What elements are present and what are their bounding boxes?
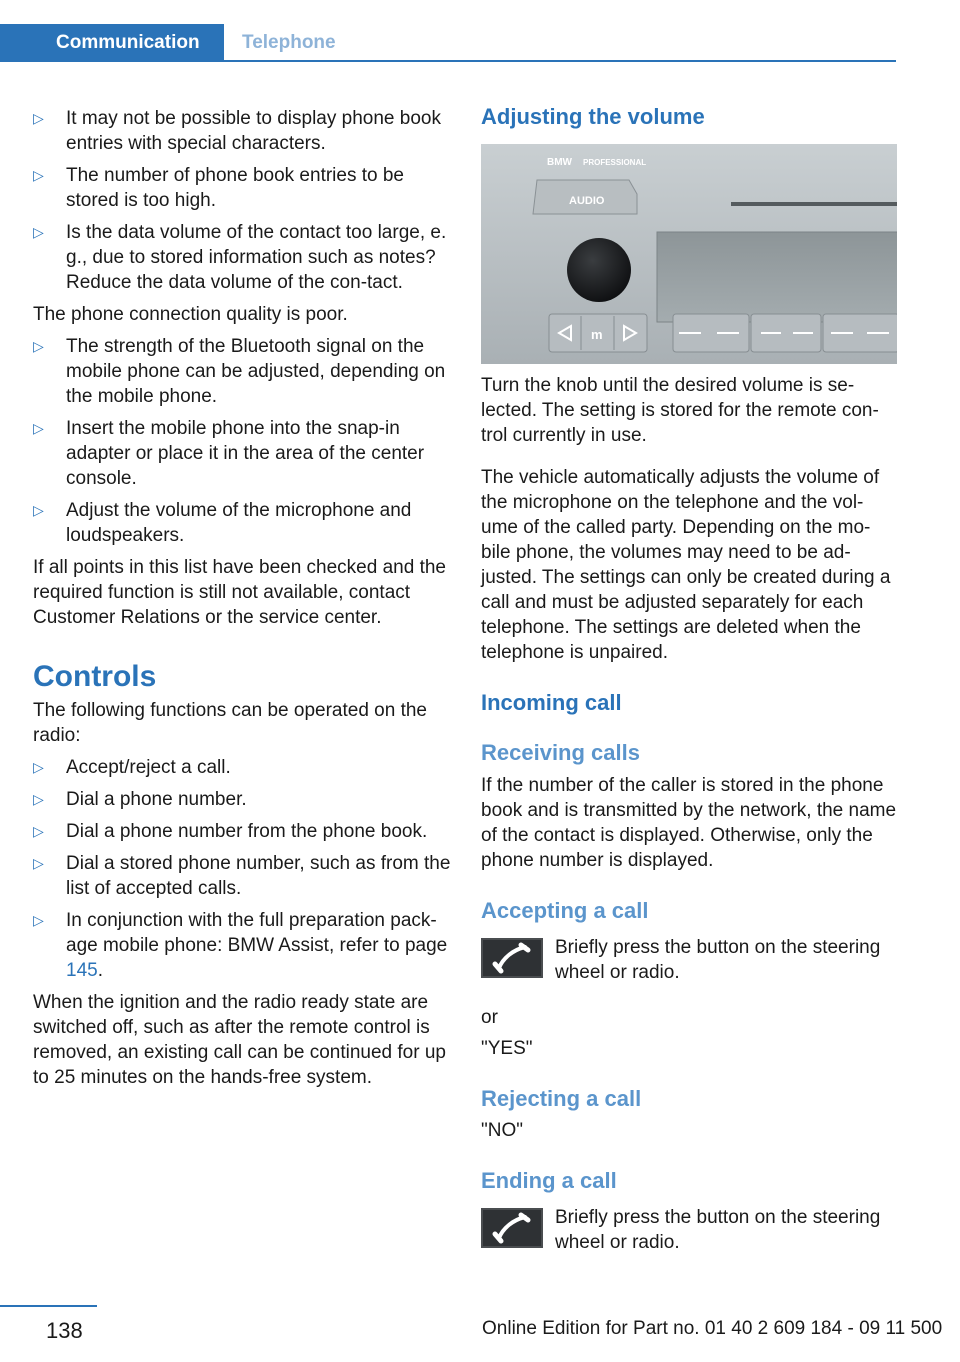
list-item: ▷ Dial a stored phone number, such as from the list of accepted calls. [33, 853, 451, 899]
list-item: ▷ It may not be possible to display phone book entries with special characters. [33, 108, 441, 154]
ending-paragraph: Briefly press the button on the steering wheel or radio. [555, 1207, 881, 1253]
list-item: ▷ The strength of the Bluetooth signal on the mobile phone can be adjusted, depending on the mobile phone. [33, 336, 446, 407]
list-item: ▷ Insert the mobile phone into the snap-in adapter or place it in the area of the center console. [33, 418, 425, 489]
controls-heading: Controls [33, 660, 157, 693]
receiving-calls-heading: Receiving calls [481, 740, 640, 765]
accepting-paragraph: Briefly press the button on the steering wheel or radio. [555, 937, 881, 983]
volume-paragraph-2: The vehicle automatically adjusts the volume of the microphone on the telephone and the vol‐ume of the called party. Depending on the mo‐bile phone, the volumes may need to be ad‐justed. The settings can only be created during a call and must be adjusted separately for each telephone. The settings are deleted when the telephone is unpaired. [481, 467, 891, 663]
yes-command: "YES" [481, 1038, 533, 1059]
controls-list [33, 755, 451, 983]
triangle-bullet-icon: ▷ [33, 420, 44, 436]
list-item: ▷ Dial a phone number. [33, 789, 247, 810]
radio-panel-image [481, 144, 897, 364]
list-item: ▷ In conjunction with the full preparation pack‐age mobile phone: BMW Assist, refer to page 145. [33, 910, 448, 981]
incoming-call-heading: Incoming call [481, 690, 622, 715]
paragraph: The phone connection quality is poor. [33, 304, 348, 325]
page-reference-link[interactable]: 145 [66, 960, 98, 981]
section-tab-communication: Communication [0, 24, 224, 62]
paragraph: When the ignition and the radio ready state are switched off, such as after the remote control is removed, an existing call can be continued for up to 25 minutes on the hands-free system. [33, 992, 446, 1088]
audio-button-label: AUDIO [569, 195, 605, 207]
page-header [0, 24, 896, 62]
triangle-bullet-icon: ▷ [33, 855, 44, 871]
page-number: 138 [46, 1318, 83, 1343]
radio-model-label: PROFESSIONAL [583, 158, 647, 167]
no-command: "NO" [481, 1120, 523, 1141]
left-column [33, 106, 451, 1090]
troubleshoot-list-2 [33, 334, 451, 548]
list-item: ▷ Adjust the volume of the microphone and loudspeakers. [33, 500, 412, 546]
triangle-bullet-icon: ▷ [33, 791, 44, 807]
list-item: ▷ Accept/reject a call. [33, 757, 231, 778]
volume-paragraph-1: Turn the knob until the desired volume is se‐lected. The setting is stored for the remote con‐trol currently in use. [481, 375, 879, 446]
volume-heading: Adjusting the volume [481, 104, 705, 129]
triangle-bullet-icon: ▷ [33, 338, 44, 354]
radio-brand-label: BMW [547, 157, 572, 168]
phone-handset-icon [481, 938, 543, 978]
triangle-bullet-icon: ▷ [33, 823, 44, 839]
rejecting-call-heading: Rejecting a call [481, 1086, 642, 1111]
list-item: ▷ Is the data volume of the contact too large, e. g., due to stored information such as notes? Reduce the data volume of the con‐tact. [33, 222, 447, 293]
triangle-bullet-icon: ▷ [33, 759, 44, 775]
edition-text: Online Edition for Part no. 01 40 2 609 184 - 09 11 500 [482, 1318, 943, 1339]
footer-rule [0, 1305, 97, 1307]
ending-call-heading: Ending a call [481, 1168, 617, 1193]
accepting-call-heading: Accepting a call [481, 898, 649, 923]
receiving-paragraph: If the number of the caller is stored in the phone book and is transmitted by the network, the name of the contact is displayed. Otherwise, only the phone number is displayed. [481, 775, 897, 871]
paragraph: If all points in this list have been checked and the required function is still not available, contact Customer Relations or the service center. [33, 557, 446, 628]
paragraph: The following functions can be operated on the radio: [33, 700, 427, 746]
list-item: ▷ The number of phone book entries to be stored is too high. [33, 165, 405, 211]
volume-knob-icon [567, 238, 631, 302]
triangle-bullet-icon: ▷ [33, 502, 44, 518]
section-tab-telephone: Telephone [242, 32, 336, 53]
triangle-bullet-icon: ▷ [33, 110, 44, 126]
list-item: ▷ Dial a phone number from the phone book. [33, 821, 428, 842]
triangle-bullet-icon: ▷ [33, 167, 44, 183]
troubleshoot-list-1 [33, 106, 451, 295]
or-text: or [481, 1007, 498, 1028]
triangle-bullet-icon: ▷ [33, 224, 44, 240]
m-button-label: m [591, 327, 603, 342]
triangle-bullet-icon: ▷ [33, 912, 44, 928]
phone-handset-icon [481, 1208, 543, 1248]
